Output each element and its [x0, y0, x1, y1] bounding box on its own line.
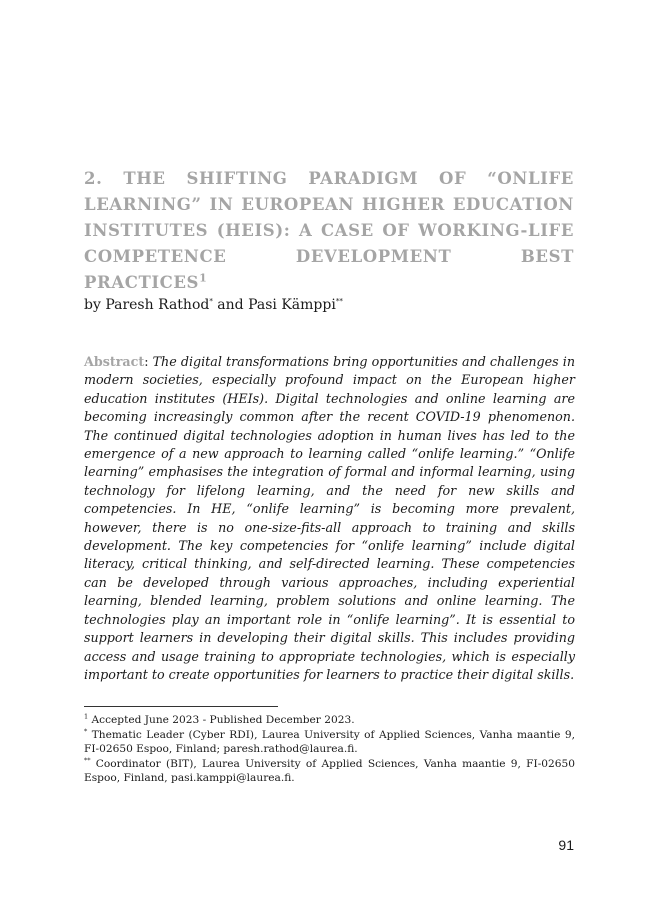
chapter-title	[84, 166, 574, 296]
footnote-text: Thematic Leader (Cyber RDI), Laurea University of Applied Sciences, Vanha maantie 9, FI-02650 Espoo, Finland; paresh.rathod@laurea.fi.	[84, 728, 575, 756]
footnote-mark: *	[84, 727, 88, 736]
abstract	[84, 353, 575, 684]
footnote-text: Coordinator (BIT), Laurea University of Applied Sciences, Vanha maantie 9, FI-02650 Espoo, Finland, pasi.kamppi@laurea.fi.	[84, 757, 575, 785]
abstract-colon: :	[144, 354, 153, 369]
footnote-mark: 1	[84, 712, 89, 721]
author-connector: and Pasi Kämppi	[212, 297, 336, 313]
page-number: 91	[558, 837, 574, 853]
author-mark-1: *	[209, 297, 213, 306]
author-prefix: by Paresh Rathod	[84, 297, 210, 313]
title-footnote-mark: 1	[199, 271, 208, 285]
author-line	[84, 297, 574, 313]
footnotes	[84, 713, 575, 786]
footnote	[84, 713, 575, 728]
author-mark-2: **	[335, 297, 343, 306]
footnote	[84, 757, 575, 786]
footnote-separator	[84, 706, 278, 707]
footnote	[84, 728, 575, 757]
footnote-text: Accepted June 2023 - Published December 2023.	[91, 714, 355, 726]
abstract-label: Abstract	[84, 354, 145, 369]
chapter-title-text: 2. THE SHIFTING PARADIGM OF “ONLIFE LEARNING” IN EUROPEAN HIGHER EDUCATION INSTITUTES (HEIS): A CASE OF WORKING-LIFE COMPETENCE DEVELOPMENT BEST PRACTICES	[84, 169, 574, 292]
footnote-mark: **	[84, 756, 91, 765]
abstract-text: The digital transformations bring opportunities and challenges in modern societies, especially profound impact on the European higher education institutes (HEIs). Digital technologies and online learning are becoming increasingly common after the recent COVID-19 phenomenon. The continued digital technologies adoption in human lives has led to the emergence of a new approach to learning called “onlife learning.” “Onlife learning” emphasises the integration of formal and informal learning, using technology for lifelong learning, and the need for new skills and competencies. In HE, “onlife learning” is becoming more prevalent, however, there is no one-size-fits-all approach to training and skills development. The key competencies for “onlife learning” include digital literacy, critical thinking, and self-directed learning. These competencies can be developed through various approaches, including experiential learning, blended learning, problem solutions and online learning. The technologies play an important role in “onlife learning”. It is essential to support learners in developing their digital skills. This includes providing access and usage training to appropriate technologies, which is especially important to create opportunities for learners to practice their digital skills.	[84, 354, 575, 682]
